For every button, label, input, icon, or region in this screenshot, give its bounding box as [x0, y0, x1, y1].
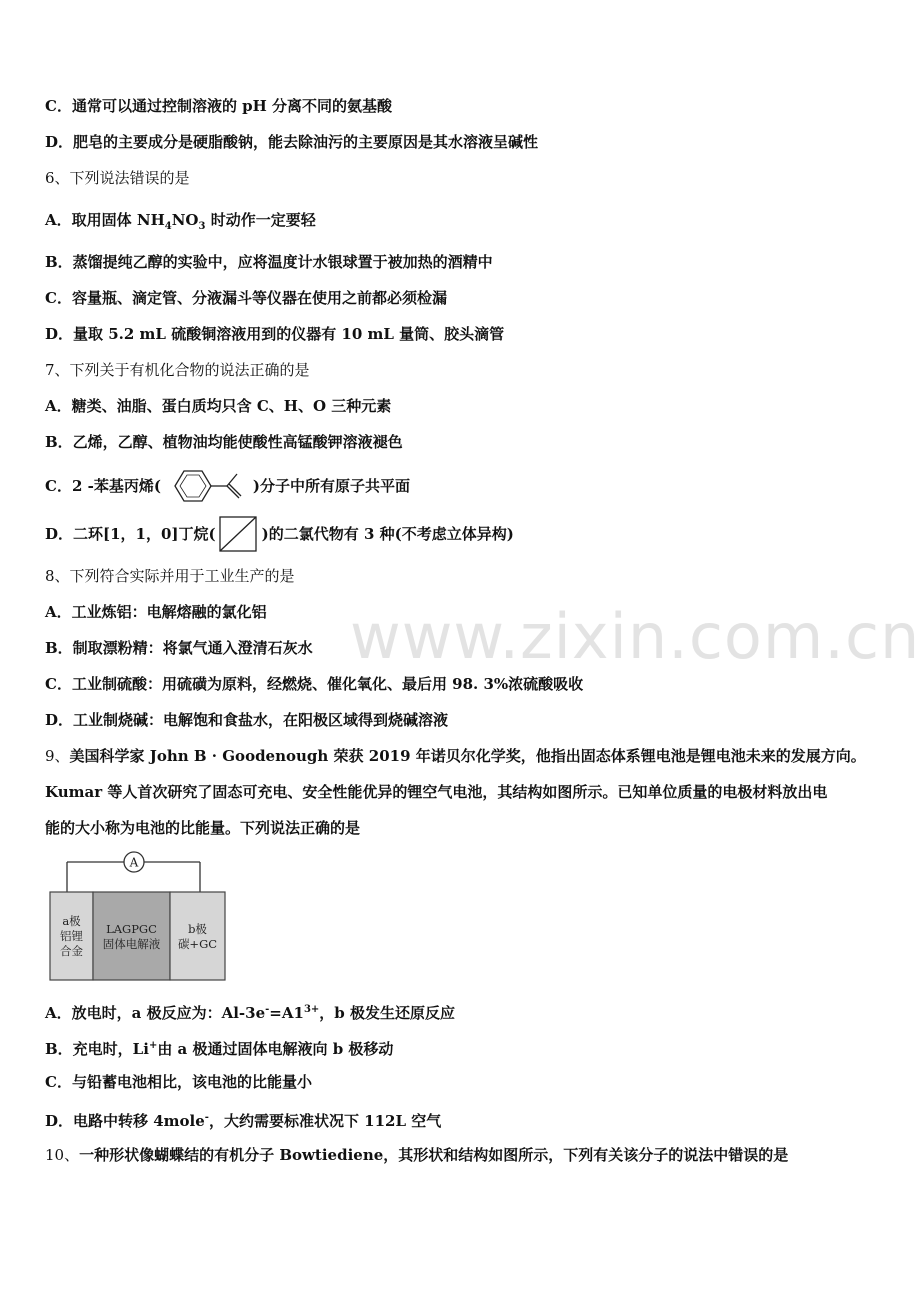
cathode-label-2: 碳+GC	[177, 937, 218, 951]
q9-stem-line2: Kumar 等人首次研究了固态可充电、安全性能优异的锂空气电池，其结构如图所示。已知单位质量的电极材料放出电	[45, 783, 828, 801]
q9-d-prefix: D．电路中转移 4mole	[45, 1112, 205, 1130]
q6-a-sub2: 3	[198, 221, 206, 232]
q10-number: 10、	[45, 1146, 80, 1164]
q6-a-suffix: 时动作一定要轻	[205, 211, 316, 229]
q7-c-suffix: )分子中所有原子共平面	[252, 477, 411, 495]
q9-a-suffix: ，b 极发生还原反应	[319, 1004, 455, 1022]
watermark: www.zixin.com.cn	[350, 600, 920, 673]
q6-a-mid: NO	[171, 211, 199, 229]
q5-option-d: D．肥皂的主要成分是硬脂酸钠，能去除油污的主要原因是其水溶液呈碱性	[45, 133, 539, 151]
q9-option-a	[45, 1000, 455, 1023]
q6-a-sub1: 4	[164, 221, 172, 232]
ammeter-label: A	[129, 855, 139, 870]
q6-option-b: B．蒸馏提纯乙醇的实验中，应将温度计水银球置于被加热的酒精中	[45, 253, 493, 271]
q10-stem-text: 一种形状像蝴蝶结的有机分子 Bowtiediene，其形状和结构如图所示，下列有关该分子的说法中错误的是	[79, 1146, 789, 1164]
q7-option-a: A．糖类、油脂、蛋白质均只含 C、H、O 三种元素	[45, 397, 392, 415]
q7-d-suffix: )的二氯代物有 3 种(不考虑立体异构)	[261, 525, 514, 543]
q9-b-prefix: B．充电时，Li	[45, 1040, 149, 1058]
q9-d-suffix: ，大约需要标准状况下 112L 空气	[208, 1112, 442, 1130]
q8-option-d: D．工业制烧碱：电解饱和食盐水，在阳极区域得到烧碱溶液	[45, 711, 449, 729]
q6-stem: 6、下列说法错误的是	[45, 169, 190, 187]
q8-stem: 8、下列符合实际并用于工业生产的是	[45, 567, 295, 585]
q9-a-sup2: 3+	[303, 1004, 320, 1015]
q6-option-d: D．量取 5.2 mL 硫酸铜溶液用到的仪器有 10 mL 量筒、胶头滴管	[45, 325, 505, 343]
q9-number: 9、	[45, 747, 70, 765]
electrolyte-label-1: LAGPGC	[106, 922, 157, 936]
phenylpropene-structure-icon	[161, 466, 253, 506]
q9-option-c: C．与铅蓄电池相比，该电池的比能量小	[45, 1073, 312, 1091]
q7-d-prefix: D．二环[1，1，0]丁烷(	[45, 525, 216, 543]
q9-d-sup: -	[204, 1112, 209, 1123]
q8-option-c: C．工业制硫酸：用硫磺为原料，经燃烧、催化氧化、最后用 98. 3%浓硫酸吸收	[45, 675, 584, 693]
q9-a-sup1: -	[265, 1004, 270, 1015]
anode-label-3: 合金	[60, 944, 83, 958]
q9-a-prefix: A．放电时，a 极反应为：Al-3e	[45, 1004, 266, 1022]
q9-b-suffix: 由 a 极通过固体电解液向 b 极移动	[157, 1040, 394, 1058]
q6-option-a	[45, 210, 316, 237]
q8-option-b: B．制取漂粉精：将氯气通入澄清石灰水	[45, 639, 313, 657]
q7-option-c	[45, 476, 410, 496]
q9-stem-line3: 能的大小称为电池的比能量。下列说法正确的是	[45, 819, 361, 837]
q9-b-sup: +	[148, 1040, 158, 1051]
q6-option-c: C．容量瓶、滴定管、分液漏斗等仪器在使用之前都必须检漏	[45, 289, 447, 307]
q9-stem-text1: 美国科学家 John B · Goodenough 荣获 2019 年诺贝尔化学奖，他指出固态体系锂电池是锂电池未来的发展方向。	[69, 747, 866, 765]
cathode-label-1: b极	[188, 922, 207, 936]
q7-c-prefix: C．2 -苯基丙烯(	[45, 477, 161, 495]
q9-stem-line1	[45, 746, 866, 766]
anode-label-1: a极	[62, 914, 81, 928]
q9-a-mid: =A1	[269, 1004, 304, 1022]
anode-label-2: 铝锂	[60, 929, 83, 943]
electrolyte-block	[93, 892, 170, 980]
q7-option-d	[45, 524, 514, 544]
q6-a-prefix: A．取用固体 NH	[45, 211, 165, 229]
cathode-b-block	[170, 892, 225, 980]
q10-stem	[45, 1145, 788, 1165]
battery-diagram	[45, 850, 245, 985]
q8-option-a: A．工业炼铝：电解熔融的氯化铝	[45, 603, 267, 621]
q7-stem: 7、下列关于有机化合物的说法正确的是	[45, 361, 310, 379]
electrolyte-label-2: 固体电解液	[102, 937, 161, 951]
q9-option-d	[45, 1108, 441, 1131]
q5-option-c: C．通常可以通过控制溶液的 pH 分离不同的氨基酸	[45, 97, 393, 115]
q7-option-b: B．乙烯，乙醇、植物油均能使酸性高锰酸钾溶液褪色	[45, 433, 403, 451]
q9-option-b	[45, 1036, 393, 1059]
bicyclobutane-structure-icon	[216, 514, 262, 554]
